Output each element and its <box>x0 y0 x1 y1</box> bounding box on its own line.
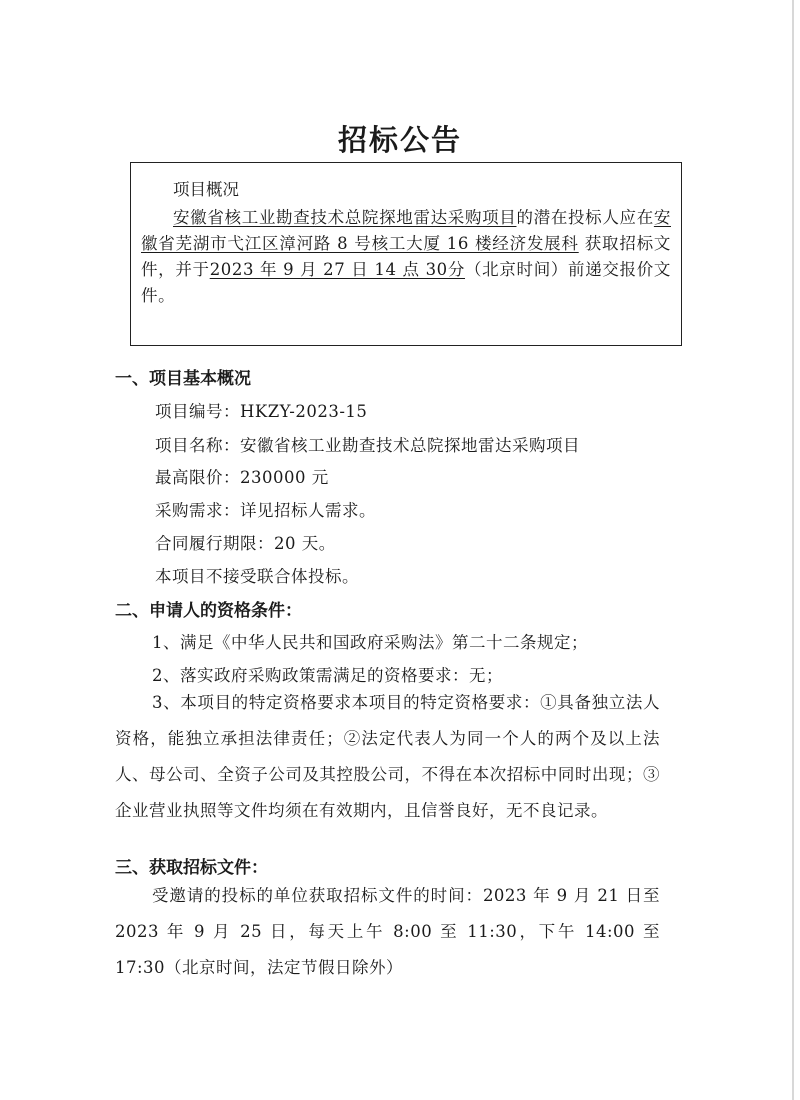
qualification-item-1: 1、满足《中华人民共和国政府采购法》第二十二条规定； <box>152 633 588 652</box>
overview-box <box>130 162 682 346</box>
qualification-item-2: 2、落实政府采购政策需满足的资格要求：无； <box>152 666 503 685</box>
max-price: 最高限价：230000 元 <box>155 468 329 487</box>
section3-heading: 三、获取招标文件： <box>115 858 268 878</box>
section2-heading: 二、申请人的资格条件： <box>115 601 302 621</box>
overview-deadline: 2023 年 9 月 27 日 14 点 30分 <box>209 260 466 279</box>
overview-location: 安徽省芜湖市弋江区漳河路 8 号核工大厦 16 楼经济发展科 <box>141 208 671 253</box>
section3-text: 受邀请的投标的单位获取招标文件的时间：2023 年 9 月 21 日至 2023 年 9 月 25 日，每天上午 8:00 至 11:30，下午 14:00 至 17:30（北京时间，法定节假日除外） <box>115 886 660 977</box>
procurement-need: 采购需求：详见招标人需求。 <box>155 501 376 520</box>
overview-project-name: 安徽省核工业勘查技术总院探地雷达采购项目 <box>173 208 517 227</box>
overview-text-part2: 获取招标文件，并于 <box>141 234 671 279</box>
section1-heading: 一、项目基本概况 <box>115 369 251 389</box>
contract-period: 合同履行期限：20 天。 <box>155 534 336 553</box>
page-edge <box>792 0 794 1100</box>
overview-text <box>141 205 671 309</box>
qualification-item-3: 3、本项目的特定资格要求本项目的特定资格要求：①具备独立法人资格，能独立承担法律责任；②法定代表人为同一个人的两个及以上法人、母公司、全资子公司及其控股公司，不得在本次招标中同时出现；③企业营业执照等文件均须在有效期内，且信誉良好，无不良记录。 <box>115 693 660 820</box>
overview-text-part1: 的潜在投标人应在 <box>516 208 654 227</box>
project-name: 项目名称：安徽省核工业勘查技术总院探地雷达采购项目 <box>155 436 580 455</box>
consortium-note: 本项目不接受联合体投标。 <box>155 567 359 586</box>
overview-text-part3: （北京时间）前递交报价文件。 <box>141 260 671 305</box>
project-number: 项目编号：HKZY-2023-15 <box>155 402 368 421</box>
overview-label: 项目概况 <box>173 180 239 199</box>
page-title: 招标公告 <box>337 123 462 157</box>
